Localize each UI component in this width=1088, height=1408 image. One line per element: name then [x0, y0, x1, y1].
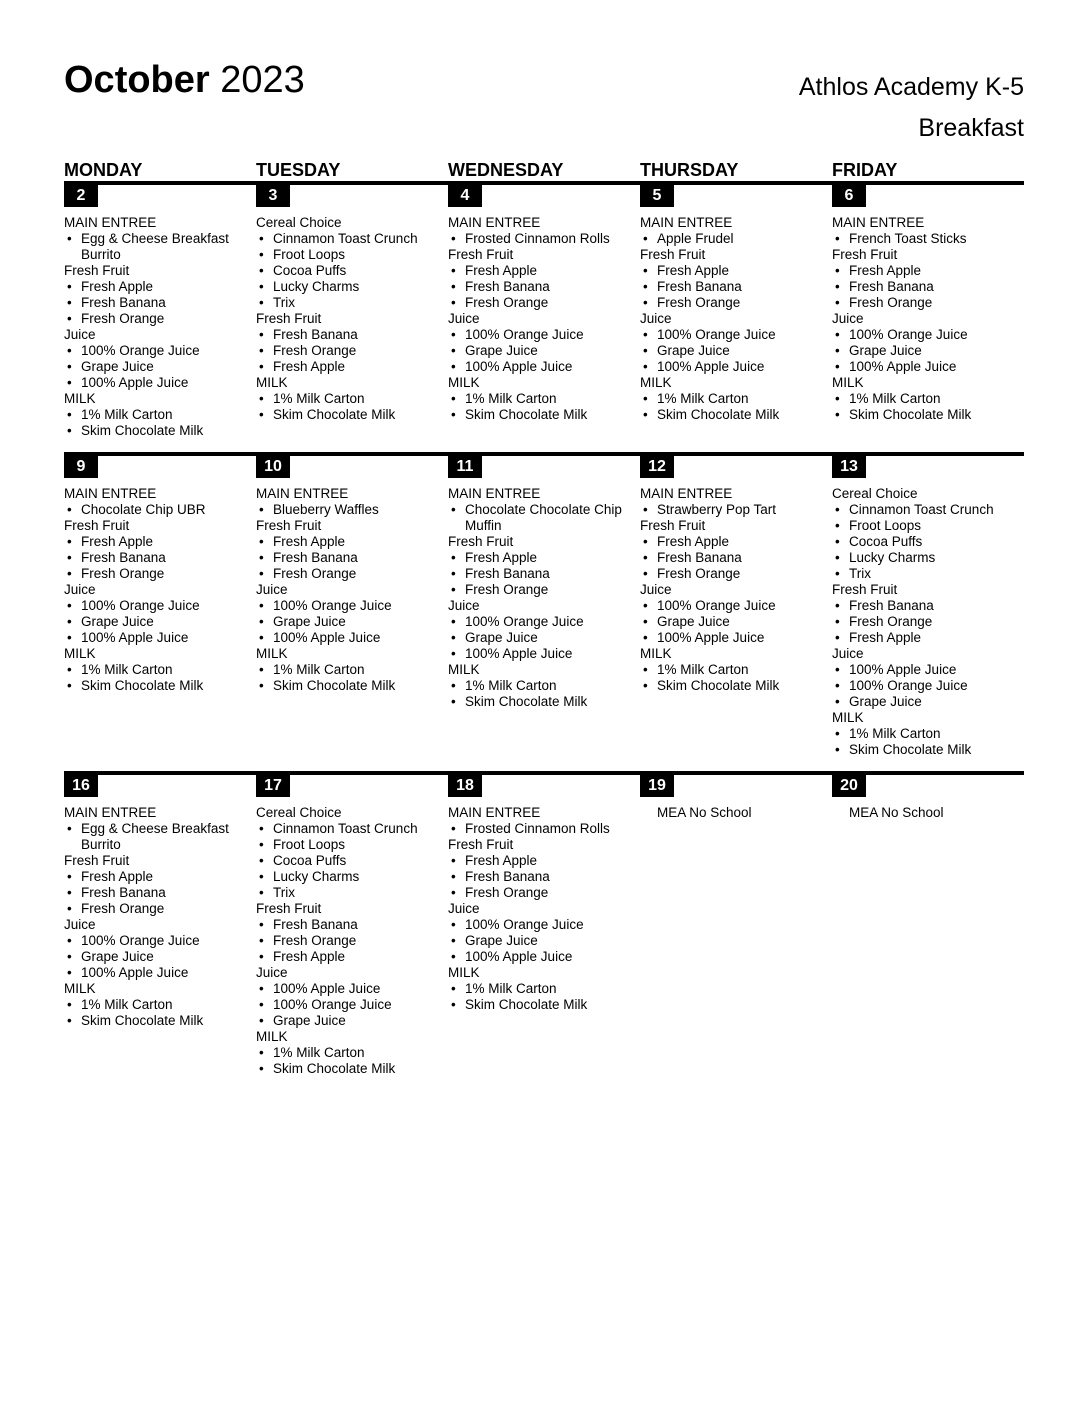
menu-item: • Fresh Orange — [832, 614, 1018, 630]
date-badge: 5 — [640, 185, 674, 207]
day-cell — [64, 456, 250, 694]
menu-item: • Fresh Orange — [64, 311, 250, 327]
date-badge: 10 — [256, 456, 290, 478]
menu-item: • Cocoa Puffs — [256, 263, 442, 279]
menu-category: MILK — [256, 375, 288, 390]
day-cell — [64, 185, 250, 439]
date-badge: 3 — [256, 185, 290, 207]
menu-category: MILK — [64, 391, 96, 406]
menu-item: • Fresh Orange — [256, 933, 442, 949]
menu-category: MILK — [64, 646, 96, 661]
day-cell — [832, 185, 1018, 423]
menu-item: • Skim Chocolate Milk — [256, 1061, 442, 1077]
menu-item: • Chocolate Chocolate Chip Muffin — [448, 502, 634, 534]
menu-item: • Fresh Orange — [64, 566, 250, 582]
menu-item: • 1% Milk Carton — [832, 391, 1018, 407]
menu-item: • Grape Juice — [448, 343, 634, 359]
day-name-thursday: THURSDAY — [640, 160, 739, 180]
menu-item: • Fresh Apple — [256, 949, 442, 965]
menu-category: Juice — [640, 582, 672, 597]
date-badge: 17 — [256, 775, 290, 797]
menu-item: • Skim Chocolate Milk — [832, 742, 1018, 758]
menu-item: • Skim Chocolate Milk — [448, 407, 634, 423]
menu-item: • Lucky Charms — [256, 869, 442, 885]
menu-category: MAIN ENTREE — [832, 215, 925, 230]
menu-category: Juice — [448, 901, 480, 916]
menu-item: • Grape Juice — [64, 359, 250, 375]
page-title — [64, 58, 305, 102]
date-badge: 9 — [64, 456, 98, 478]
menu-item: • 100% Apple Juice — [256, 981, 442, 997]
menu-category: Juice — [64, 917, 96, 932]
menu-item: • Fresh Orange — [640, 566, 826, 582]
meal-type: Breakfast — [918, 114, 1024, 142]
menu-item: • Chocolate Chip UBR — [64, 502, 250, 518]
date-badge: 6 — [832, 185, 866, 207]
menu-item: • Froot Loops — [832, 518, 1018, 534]
date-badge: 20 — [832, 775, 866, 797]
menu-item: • Fresh Apple — [256, 359, 442, 375]
menu-category: Fresh Fruit — [448, 247, 514, 262]
menu-category: MILK — [832, 375, 864, 390]
menu-item: • 100% Orange Juice — [832, 678, 1018, 694]
day-cell — [640, 456, 826, 694]
menu-item: • Fresh Apple — [448, 853, 634, 869]
menu-category: Fresh Fruit — [640, 518, 706, 533]
school-name: Athlos Academy K-5 — [798, 73, 1024, 101]
menu-category: Juice — [832, 646, 864, 661]
menu-item: • 100% Orange Juice — [448, 917, 634, 933]
menu-item: • Grape Juice — [832, 343, 1018, 359]
menu-item: • 100% Apple Juice — [448, 359, 634, 375]
menu-item: • Skim Chocolate Milk — [640, 407, 826, 423]
menu-category: Fresh Fruit — [256, 311, 322, 326]
menu-item: • Fresh Orange — [256, 343, 442, 359]
menu-category: Fresh Fruit — [832, 247, 898, 262]
menu-category: Juice — [448, 598, 480, 613]
menu-item: • Frosted Cinnamon Rolls — [448, 821, 634, 837]
menu-category: MAIN ENTREE — [448, 486, 541, 501]
menu-item: • 100% Apple Juice — [64, 375, 250, 391]
menu-item: • 1% Milk Carton — [448, 678, 634, 694]
menu-item: • Fresh Banana — [640, 279, 826, 295]
menu-category: MAIN ENTREE — [640, 486, 733, 501]
menu-category: MAIN ENTREE — [64, 805, 157, 820]
menu-category: Cereal Choice — [256, 805, 342, 820]
menu-item: • Frosted Cinnamon Rolls — [448, 231, 634, 247]
menu-item: • 1% Milk Carton — [64, 662, 250, 678]
menu-item: • Lucky Charms — [832, 550, 1018, 566]
menu-item: • 1% Milk Carton — [640, 391, 826, 407]
menu-item: • Grape Juice — [640, 614, 826, 630]
menu-item: • 100% Orange Juice — [448, 614, 634, 630]
menu-item: • Blueberry Waffles — [256, 502, 442, 518]
menu-item: • Fresh Banana — [832, 279, 1018, 295]
menu-item: • 1% Milk Carton — [448, 981, 634, 997]
menu-category: Fresh Fruit — [832, 582, 898, 597]
menu-item: • Cinnamon Toast Crunch — [832, 502, 1018, 518]
day-cell — [256, 775, 442, 1077]
menu-category: Fresh Fruit — [256, 518, 322, 533]
day-cell — [448, 775, 634, 1013]
menu-item: • Fresh Orange — [448, 582, 634, 598]
menu-item: • Grape Juice — [448, 630, 634, 646]
menu-item: • Fresh Apple — [832, 630, 1018, 646]
menu-item: • Skim Chocolate Milk — [256, 678, 442, 694]
menu-item: • Fresh Apple — [640, 534, 826, 550]
menu-item: • 100% Orange Juice — [64, 598, 250, 614]
date-badge: 4 — [448, 185, 482, 207]
menu-category: Fresh Fruit — [64, 853, 130, 868]
menu-category: Fresh Fruit — [256, 901, 322, 916]
menu-item: • 100% Orange Juice — [448, 327, 634, 343]
menu-category: MILK — [256, 1029, 288, 1044]
day-cell — [256, 456, 442, 694]
menu-category: Juice — [640, 311, 672, 326]
menu-category: MAIN ENTREE — [64, 486, 157, 501]
menu-item: • Grape Juice — [64, 949, 250, 965]
menu-category: MAIN ENTREE — [64, 215, 157, 230]
menu-item: • Trix — [256, 885, 442, 901]
menu-item: • Froot Loops — [256, 837, 442, 853]
menu-item: • 1% Milk Carton — [64, 407, 250, 423]
menu-item: • Grape Juice — [448, 933, 634, 949]
menu-item: • 100% Orange Juice — [256, 598, 442, 614]
menu-item: • 100% Apple Juice — [64, 965, 250, 981]
menu-category: Juice — [832, 311, 864, 326]
menu-category: MILK — [448, 375, 480, 390]
menu-category: MAIN ENTREE — [640, 215, 733, 230]
menu-item: • Trix — [256, 295, 442, 311]
day-name-friday: FRIDAY — [832, 160, 898, 180]
menu-item: • Grape Juice — [64, 614, 250, 630]
menu-category: MILK — [640, 646, 672, 661]
menu-category: Fresh Fruit — [64, 518, 130, 533]
menu-item: • 100% Apple Juice — [640, 630, 826, 646]
menu-category: Juice — [448, 311, 480, 326]
menu-item: • Fresh Banana — [832, 598, 1018, 614]
day-cell — [640, 185, 826, 423]
menu-item: • Cinnamon Toast Crunch — [256, 821, 442, 837]
menu-category: MILK — [640, 375, 672, 390]
day-cell — [832, 775, 1018, 821]
menu-item: • Skim Chocolate Milk — [64, 423, 250, 439]
menu-item: • 100% Apple Juice — [640, 359, 826, 375]
menu-item: • Fresh Orange — [448, 885, 634, 901]
menu-item: • Grape Juice — [640, 343, 826, 359]
menu-item: • 100% Orange Juice — [64, 933, 250, 949]
menu-category: Juice — [64, 327, 96, 342]
day-name-wednesday: WEDNESDAY — [448, 160, 564, 180]
menu-item: • 100% Apple Juice — [832, 662, 1018, 678]
menu-item: • 1% Milk Carton — [832, 726, 1018, 742]
menu-item: • Grape Juice — [256, 614, 442, 630]
menu-item: • Egg & Cheese Breakfast Burrito — [64, 821, 250, 853]
menu-item: • Fresh Banana — [256, 917, 442, 933]
menu-item: • Grape Juice — [256, 1013, 442, 1029]
day-note: MEA No School — [849, 805, 944, 820]
date-badge: 16 — [64, 775, 98, 797]
menu-category: MAIN ENTREE — [448, 215, 541, 230]
day-cell — [832, 456, 1018, 758]
date-badge: 18 — [448, 775, 482, 797]
menu-category: MILK — [832, 710, 864, 725]
menu-item: • 1% Milk Carton — [256, 391, 442, 407]
weekday-header — [64, 158, 1024, 182]
menu-item: • Skim Chocolate Milk — [64, 678, 250, 694]
menu-item: • Fresh Orange — [832, 295, 1018, 311]
day-cell — [640, 775, 826, 821]
day-cell — [448, 185, 634, 423]
menu-category: Fresh Fruit — [64, 263, 130, 278]
menu-item: • Skim Chocolate Milk — [640, 678, 826, 694]
menu-item: • Fresh Apple — [448, 550, 634, 566]
menu-category: Cereal Choice — [256, 215, 342, 230]
menu-item: • Trix — [832, 566, 1018, 582]
menu-item: • Froot Loops — [256, 247, 442, 263]
menu-item: • 100% Apple Juice — [256, 630, 442, 646]
menu-item: • Fresh Orange — [640, 295, 826, 311]
menu-category: Juice — [256, 582, 288, 597]
menu-item: • Fresh Banana — [640, 550, 826, 566]
date-badge: 13 — [832, 456, 866, 478]
menu-item: • 100% Apple Juice — [448, 646, 634, 662]
menu-item: • Skim Chocolate Milk — [832, 407, 1018, 423]
day-cell — [448, 456, 634, 710]
menu-item: • 100% Apple Juice — [448, 949, 634, 965]
menu-item: • Skim Chocolate Milk — [256, 407, 442, 423]
menu-item: • 1% Milk Carton — [448, 391, 634, 407]
menu-category: Fresh Fruit — [448, 534, 514, 549]
menu-category: MAIN ENTREE — [448, 805, 541, 820]
menu-category: MILK — [64, 981, 96, 996]
menu-item: • Fresh Apple — [448, 263, 634, 279]
menu-item: • Fresh Orange — [256, 566, 442, 582]
menu-item: • Grape Juice — [832, 694, 1018, 710]
month-label: October — [64, 59, 210, 101]
menu-item: • 100% Orange Juice — [832, 327, 1018, 343]
menu-item: • 100% Orange Juice — [256, 997, 442, 1013]
menu-item: • Fresh Banana — [64, 550, 250, 566]
menu-item: • Fresh Banana — [64, 295, 250, 311]
menu-category: Cereal Choice — [832, 486, 918, 501]
date-badge: 2 — [64, 185, 98, 207]
menu-item: • Skim Chocolate Milk — [448, 997, 634, 1013]
year-label: 2023 — [220, 59, 305, 101]
menu-item: • Apple Frudel — [640, 231, 826, 247]
menu-item: • Fresh Apple — [64, 279, 250, 295]
menu-item: • Fresh Apple — [64, 534, 250, 550]
menu-item: • Fresh Banana — [448, 566, 634, 582]
menu-category: MAIN ENTREE — [256, 486, 349, 501]
menu-item: • Cocoa Puffs — [832, 534, 1018, 550]
menu-category: MILK — [448, 965, 480, 980]
menu-item: • Fresh Orange — [448, 295, 634, 311]
menu-item: • 1% Milk Carton — [256, 662, 442, 678]
menu-item: • Fresh Apple — [640, 263, 826, 279]
date-badge: 11 — [448, 456, 482, 478]
menu-item: • 1% Milk Carton — [64, 997, 250, 1013]
menu-item: • 1% Milk Carton — [256, 1045, 442, 1061]
menu-item: • Skim Chocolate Milk — [448, 694, 634, 710]
day-cell — [64, 775, 250, 1029]
menu-item: • Fresh Banana — [64, 885, 250, 901]
menu-item: • Cocoa Puffs — [256, 853, 442, 869]
menu-item: • Fresh Orange — [64, 901, 250, 917]
menu-item: • Cinnamon Toast Crunch — [256, 231, 442, 247]
menu-item: • Fresh Banana — [256, 550, 442, 566]
menu-item: • Lucky Charms — [256, 279, 442, 295]
menu-item: • 100% Orange Juice — [640, 327, 826, 343]
menu-item: • 100% Orange Juice — [64, 343, 250, 359]
menu-item: • Fresh Banana — [256, 327, 442, 343]
menu-item: • Fresh Apple — [832, 263, 1018, 279]
menu-item: • Skim Chocolate Milk — [64, 1013, 250, 1029]
date-badge: 12 — [640, 456, 674, 478]
menu-category: Fresh Fruit — [448, 837, 514, 852]
menu-category: MILK — [448, 662, 480, 677]
menu-item: • 1% Milk Carton — [640, 662, 826, 678]
menu-item: • 100% Apple Juice — [832, 359, 1018, 375]
menu-item: • Fresh Banana — [448, 869, 634, 885]
menu-item: • French Toast Sticks — [832, 231, 1018, 247]
menu-item: • Fresh Apple — [256, 534, 442, 550]
menu-item: • Fresh Apple — [64, 869, 250, 885]
day-cell — [256, 185, 442, 423]
menu-category: MILK — [256, 646, 288, 661]
menu-item: • Egg & Cheese Breakfast Burrito — [64, 231, 250, 263]
day-name-tuesday: TUESDAY — [256, 160, 341, 180]
menu-category: Fresh Fruit — [640, 247, 706, 262]
menu-item: • 100% Apple Juice — [64, 630, 250, 646]
menu-category: Juice — [64, 582, 96, 597]
day-note: MEA No School — [657, 805, 752, 820]
menu-item: • Fresh Banana — [448, 279, 634, 295]
menu-item: • Strawberry Pop Tart — [640, 502, 826, 518]
day-name-monday: MONDAY — [64, 160, 143, 180]
date-badge: 19 — [640, 775, 674, 797]
menu-category: Juice — [256, 965, 288, 980]
menu-item: • 100% Orange Juice — [640, 598, 826, 614]
